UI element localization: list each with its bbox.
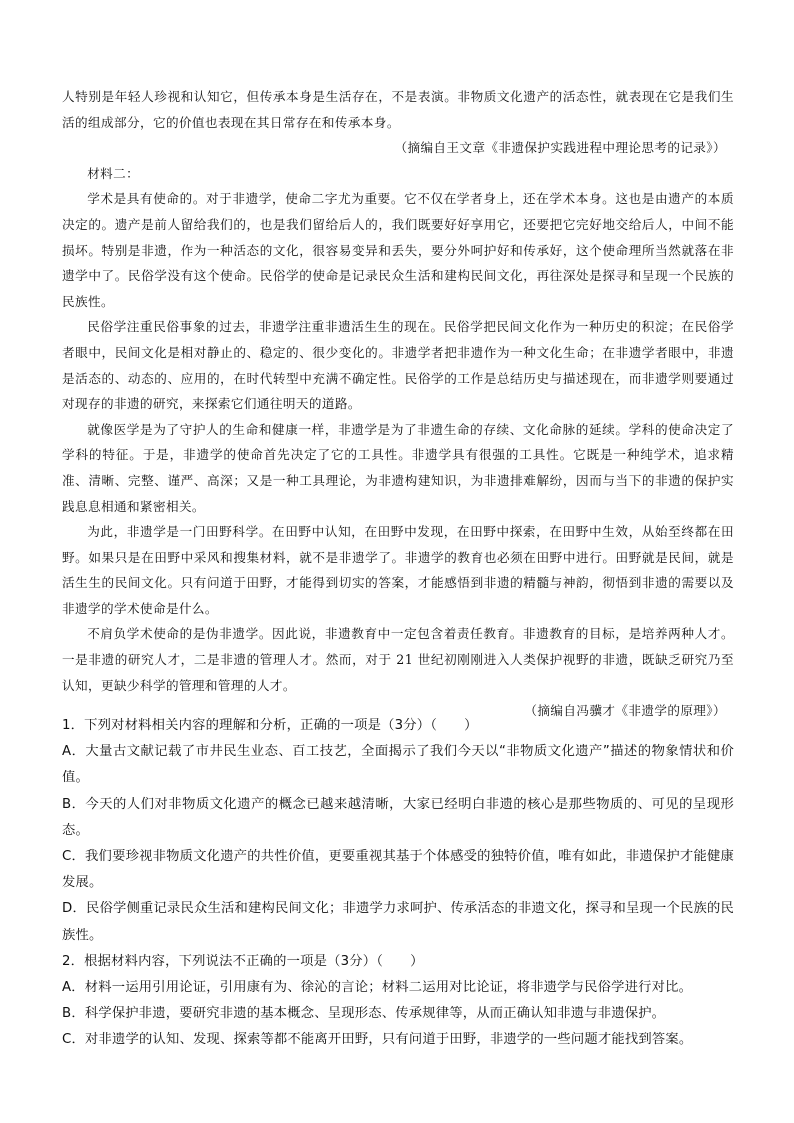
question-1-stem: 1．下列对材料相关内容的理解和分析，正确的一项是（3分）（ ）: [62, 718, 478, 733]
question-2-option-b: B．科学保护非遗，要研究非遗的基本概念、呈现形态、传承规律等，从而正确认知非遗与非遗保护。: [62, 1006, 666, 1022]
source-citation-1: （摘编自王文章《非遗保护实践进程中理论思考的记录》）: [394, 140, 726, 156]
material-paragraph: 不肩负学术使命的是伪非遗学。因此说，非遗教育中一定包含着责任教育。非遗教育的目标，是培养两种人才。一是非遗的研究人才，二是非遗的管理人才。然而，对于 21 世纪初刚刚进入人类保护视野的非遗，既缺乏研究乃至认知，更缺少科学的管理和管理的人才。: [62, 626, 734, 693]
material-two-label: 材料二：: [87, 165, 140, 181]
reading-material: [62, 84, 734, 724]
source-citation-2: （摘编自冯骥才《非遗学的原理》）: [524, 703, 726, 719]
material-paragraph: 民俗学注重民俗事象的过去，非遗学注重非遗活生生的现在。民俗学把民间文化作为一种历史的积淀；在民俗学者眼中，民间文化是相对静止的、稳定的、很少变化的。非遗学者把非遗作为一种文化生命；在非遗学者眼中，非遗是活态的、动态的、应用的，在时代转型中充满不确定性。民俗学的工作是总结历史与描述现在，而非遗学则要通过对现存的非遗的研究，来探索它们通往明天的道路。: [62, 319, 734, 412]
question-2-option-c: C．对非遗学的认知、发现、探索等都不能离开田野，只有问道于田野，非遗学的一些问题才能找到答案。: [62, 1032, 693, 1048]
material-continuation: 人特别是年轻人珍视和认知它，但传承本身是生活存在，不是表演。非物质文化遗产的活态性，就表现在它是我们生活的组成部分，它的价值也表现在其日常存在和传承本身。: [62, 89, 734, 130]
material-paragraph: 为此，非遗学是一门田野科学。在田野中认知，在田野中发现，在田野中探索，在田野中生效，从始至终都在田野。如果只是在田野中采风和搜集材料，就不是非遗学了。非遗学的教育也必须在田野中进行。田野就是民间，就是活生生的民间文化。只有问道于田野，才能得到切实的答案，才能感悟到非遗的精髓与神韵，彻悟到非遗的需要以及非遗学的学术使命是什么。: [62, 524, 734, 616]
question-2-stem: 2．根据材料内容，下列说法不正确的一项是（3分）（ ）: [62, 953, 424, 969]
question-1-option-a: A．大量古文献记载了市井民生业态、百工技艺，全面揭示了我们今天以“非物质文化遗产”描述的物象情状和价值。: [62, 744, 734, 786]
questions-section: [62, 713, 734, 1054]
question-1-option-d: D．民俗学侧重记录民众生活和建构民间文化；非遗学力求呵护、传承活态的非遗文化，探寻和呈现一个民族的民族性。: [62, 901, 734, 943]
question-1-option-c: C．我们要珍视非物质文化遗产的共性价值，更要重视其基于个体感受的独特价值，唯有如此，非遗保护才能健康发展。: [62, 849, 734, 891]
material-paragraph: 就像医学是为了守护人的生命和健康一样，非遗学是为了非遗生命的存续、文化命脉的延续。学科的使命决定了学科的特征。于是，非遗学的使命首先决定了它的工具性。非遗学具有很强的工具性。它既是一种纯学术，追求精准、清晰、完整、谨严、高深；又是一种工具理论，为非遗构建知识，为非遗排难解纷，因而与当下的非遗的保护实践息息相通和紧密相关。: [62, 421, 734, 514]
question-2-option-a: A．材料一运用引用论证，引用康有为、徐沁的言论；材料二运用对比论证，将非遗学与民俗学进行对比。: [62, 980, 693, 996]
question-1-option-b: B．今天的人们对非物质文化遗产的概念已越来越清晰，大家已经明白非遗的核心是那些物质的、可见的呈现形态。: [62, 796, 734, 838]
material-paragraph: 学术是具有使命的。对于非遗学，使命二字尤为重要。它不仅在学者身上，还在学术本身。这也是由遗产的本质决定的。遗产是前人留给我们的，也是我们留给后人的，我们既要好好享用它，还要把它完好地交给后人，中间不能损坏。特别是非遗，作为一种活态的文化，很容易变异和丢失，要分外呵护好和传承好，这个使命理所当然就落在非遗学中了。民俗学没有这个使命。民俗学的使命是记录民众生活和建构民间文化，再往深处是探寻和呈现一个民族的民族性。: [62, 191, 734, 309]
